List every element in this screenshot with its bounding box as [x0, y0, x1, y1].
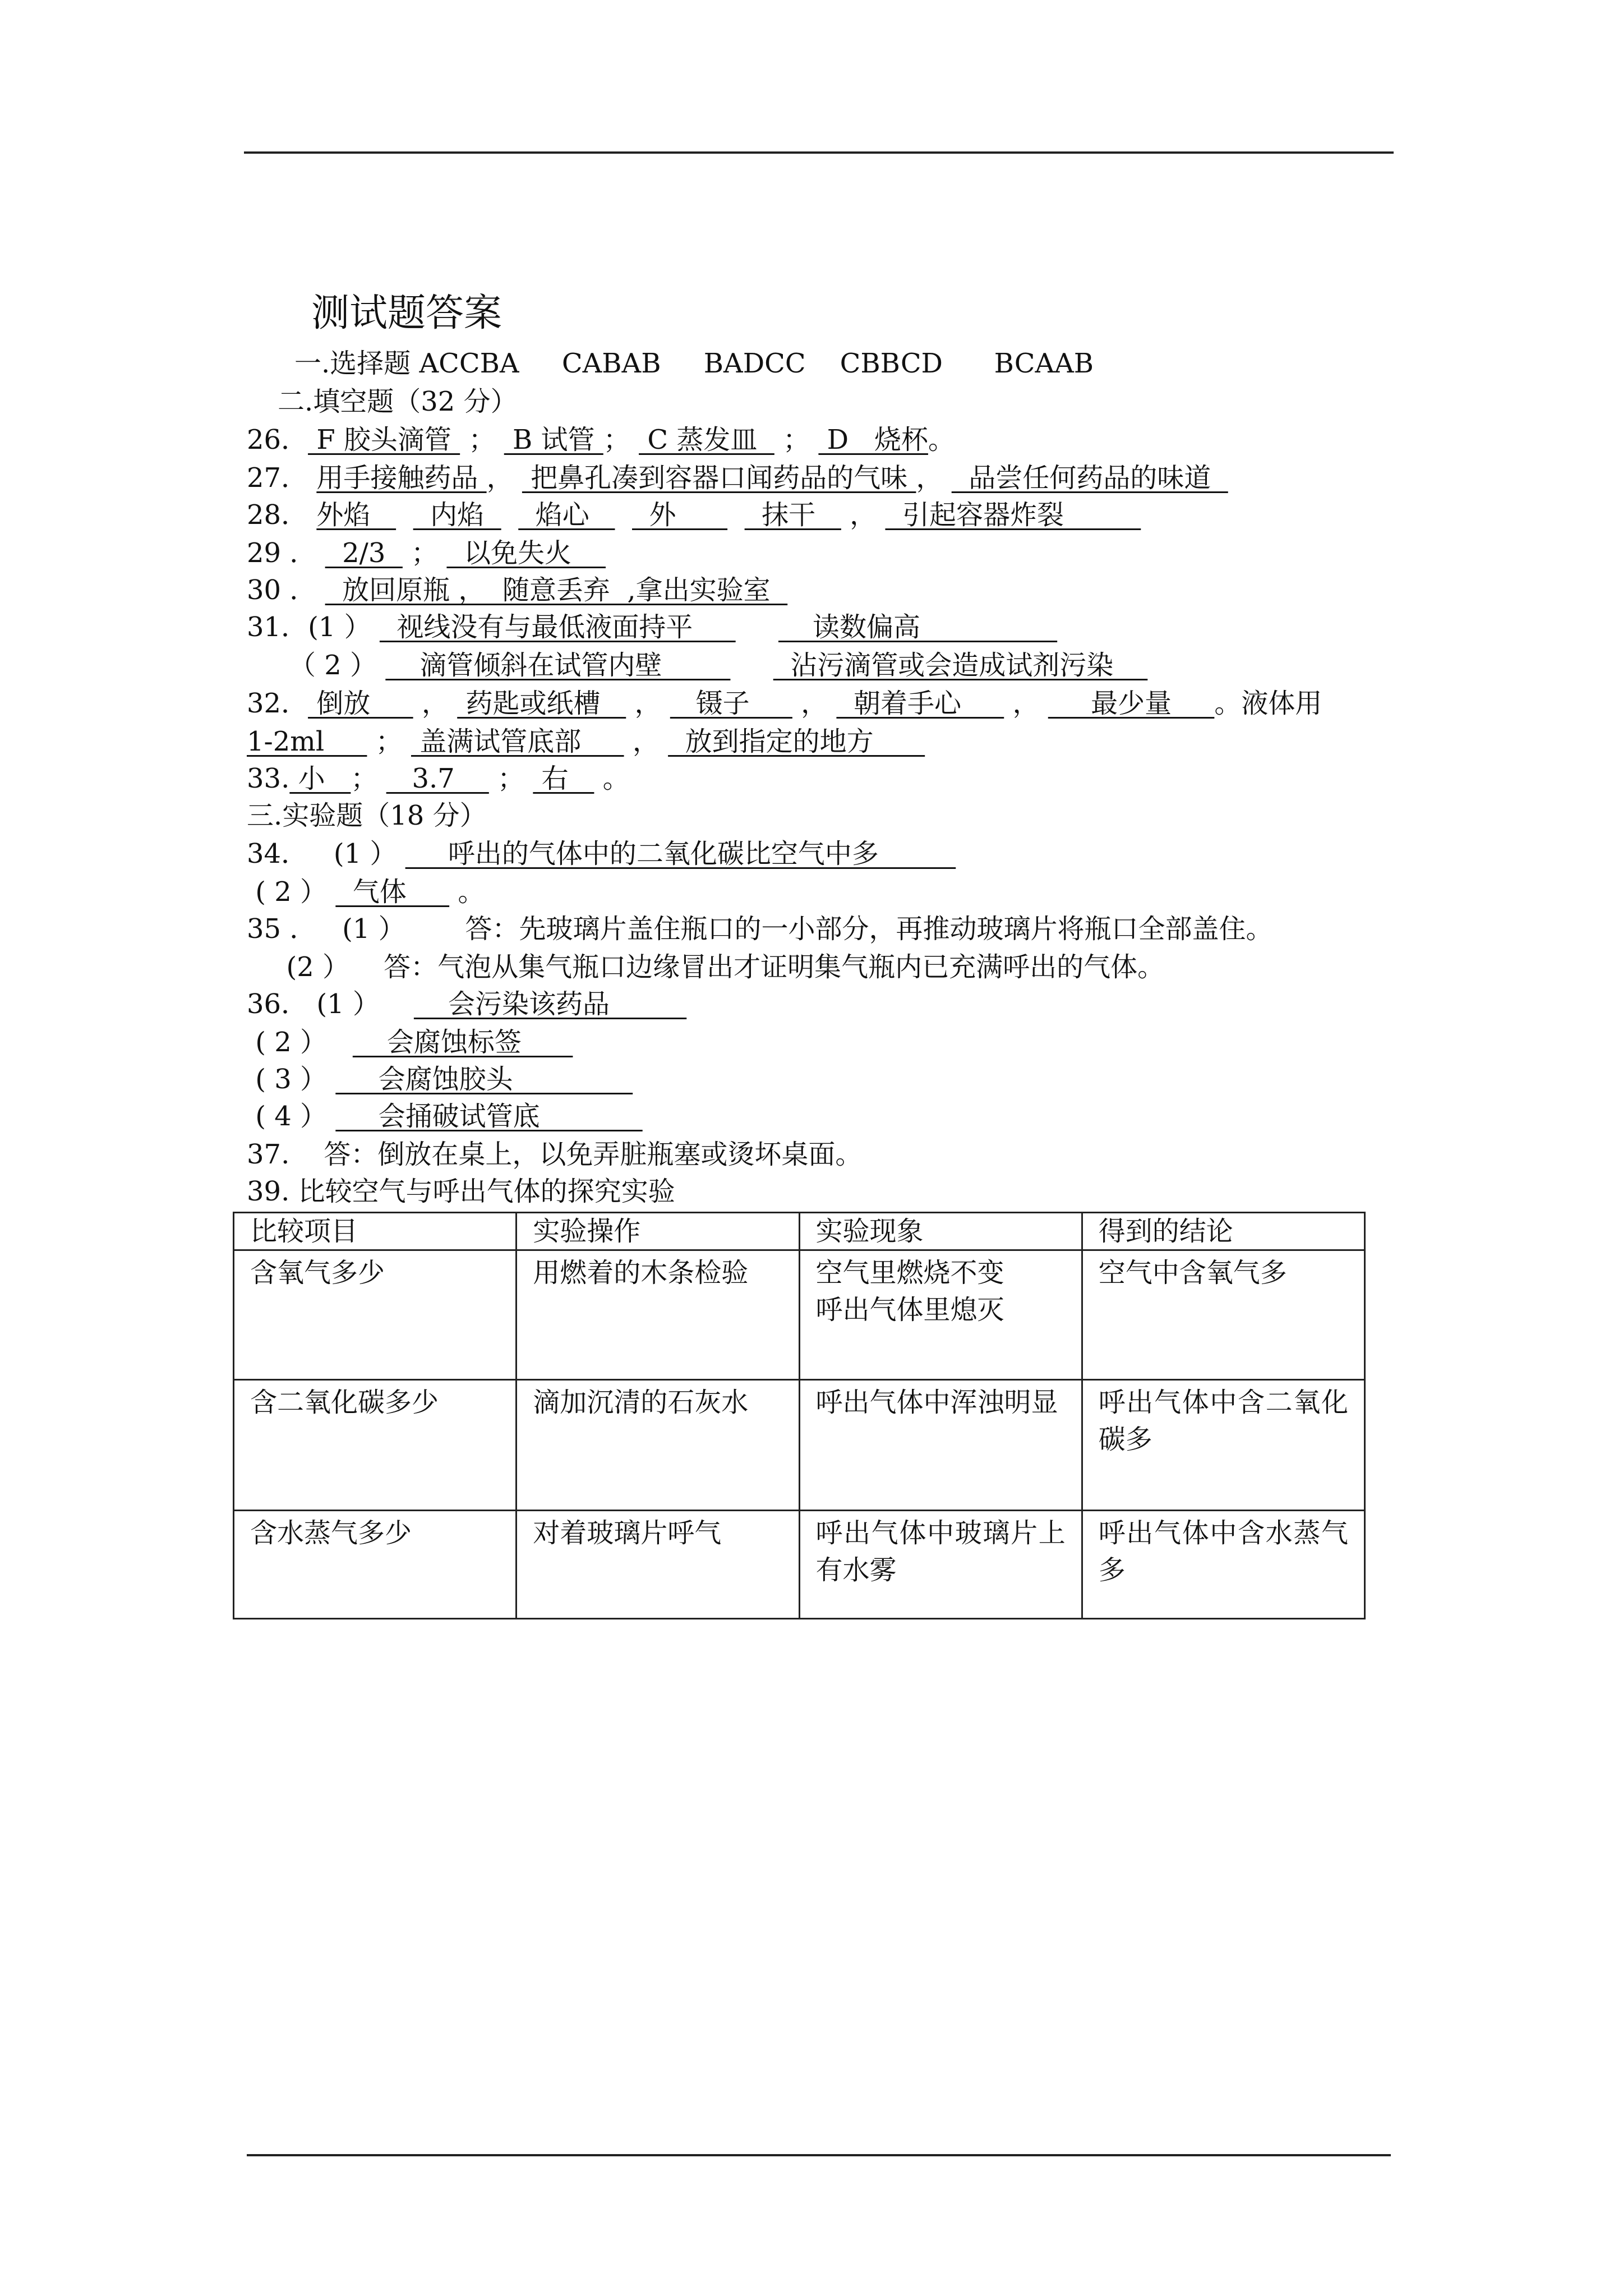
answer-30: [247, 574, 787, 606]
answer-27: [247, 462, 1228, 494]
answer-34-2: [247, 876, 485, 908]
comparison-table: [233, 1212, 1366, 1619]
table-row: [234, 1380, 1365, 1511]
answer-26: [247, 424, 955, 455]
table-header-row: [234, 1213, 1365, 1250]
blank: 1-2ml: [247, 726, 367, 757]
blank: 品尝任何药品的味道: [951, 462, 1228, 494]
section-choice-answers: 一.选择题 ACCBA CABAB BADCC CBBCD BCAAB: [294, 348, 1094, 379]
question-number: 32．: [247, 688, 308, 719]
blank: 2/3: [325, 537, 403, 569]
question-number: 27．: [247, 462, 317, 494]
blank: B 试管: [504, 424, 603, 455]
answer-31-2: [289, 650, 1147, 681]
blank: 右: [533, 763, 594, 794]
answer-37: 37. 答：倒放在桌上，以免弄脏瓶塞或烫坏桌面。: [247, 1139, 863, 1170]
phenomenon-line: 空气里燃烧不变: [815, 1257, 1004, 1289]
blank: 引起容器炸裂: [885, 499, 1141, 531]
separator: ；: [411, 537, 439, 569]
blank: 以免失火: [446, 537, 606, 569]
table-cell: 呼出气体中浑浊明显: [799, 1380, 1082, 1511]
blank: 外: [632, 499, 728, 531]
table-cell: 用燃着的木条检验: [517, 1250, 799, 1380]
blank: 视线没有与最低液面持平: [379, 611, 736, 643]
separator: ，: [486, 462, 514, 494]
blank: 盖满试管底部: [411, 726, 624, 757]
blank: 镊子: [670, 688, 792, 719]
blank: 小: [289, 763, 351, 794]
question-number: 30 ．: [247, 574, 325, 606]
answer-36-1: [247, 988, 686, 1020]
answer-32: [247, 688, 1322, 719]
separator: ，: [801, 688, 828, 719]
table-cell: 含氧气多少: [234, 1250, 517, 1380]
question-number: ( 2 ）: [247, 876, 336, 908]
answer-31-1: [247, 611, 1057, 643]
answer-36-3: [247, 1064, 633, 1095]
question-number: 31．(1 ）: [247, 611, 380, 643]
blank: 会腐蚀标签: [352, 1027, 573, 1058]
gap: [727, 499, 745, 531]
blank: F 胶头滴管: [308, 424, 460, 455]
header-cell: 实验操作: [517, 1213, 799, 1250]
blank: 会腐蚀胶头: [335, 1064, 633, 1095]
gap: [615, 499, 633, 531]
separator: ，: [634, 688, 662, 719]
blank: 读数偏高: [778, 611, 1058, 643]
question-number: ( 3 ）: [247, 1064, 336, 1095]
blank: 呼出的气体中的二氧化碳比空气中多: [405, 838, 956, 869]
table-row: [234, 1511, 1365, 1619]
answer-36-2: [247, 1027, 573, 1058]
answer-28: [247, 499, 1141, 531]
blank: C 蒸发皿: [639, 424, 774, 455]
header-cell: 实验现象: [799, 1213, 1082, 1250]
gap: [396, 499, 413, 531]
question-number: （ 2 ）: [289, 650, 377, 681]
table-cell: 含二氧化碳多少: [234, 1380, 517, 1511]
separator: ，: [421, 688, 449, 719]
blank: 3.7: [386, 763, 489, 794]
phenomenon-line: 呼出气体里熄灭: [815, 1294, 1004, 1326]
blank: 最少量: [1048, 688, 1215, 719]
gap: [730, 650, 773, 681]
question-number: 28．: [247, 499, 317, 531]
separator: ，: [1012, 688, 1040, 719]
blank: 抹干: [744, 499, 841, 531]
separator: 。液体用: [1214, 688, 1322, 719]
question-number: ( 4 ）: [247, 1101, 336, 1132]
table-row: [234, 1250, 1365, 1380]
separator: ；: [603, 424, 630, 455]
answer-35-2: (2 ） 答：气泡从集气瓶口边缘冒出才证明集气瓶内已充满呼出的气体。: [269, 951, 1165, 983]
table-cell: [799, 1250, 1082, 1380]
footer-rule: [247, 2154, 1391, 2156]
blank: 会污染该药品: [413, 988, 687, 1020]
section-fill-heading: 二.填空题（32 分）: [278, 386, 518, 417]
blank: 药匙或纸槽: [457, 688, 626, 719]
page-title: 测试题答案: [311, 291, 502, 335]
gap: [736, 611, 778, 643]
table-cell: 滴加沉清的石灰水: [517, 1380, 799, 1511]
blank: D 烧杯: [818, 424, 928, 455]
blank: 用手接触药品: [316, 462, 487, 494]
separator: ；: [468, 424, 496, 455]
blank: 滴管倾斜在试管内壁: [385, 650, 731, 681]
answer-36-4: [247, 1101, 643, 1132]
answer-33: [247, 763, 630, 794]
question-number: 33.: [247, 763, 290, 794]
table-cell: 呼出气体中含水蒸气多: [1082, 1511, 1364, 1619]
question-39-title: 39. 比较空气与呼出气体的探究实验: [247, 1176, 675, 1207]
table-cell: 呼出气体中玻璃片上有水雾: [799, 1511, 1082, 1619]
blank: 焰心: [518, 499, 615, 531]
answer-32-cont: [247, 726, 925, 757]
blank: 内焰: [413, 499, 501, 531]
question-number: 36． (1 ）: [247, 988, 414, 1020]
blank: 外焰: [316, 499, 396, 531]
separator: ；: [375, 726, 403, 757]
question-number: 34． (1 ）: [247, 838, 405, 869]
table-cell: 空气中含氧气多: [1082, 1250, 1364, 1380]
section-experiment-heading: 三.实验题（18 分）: [247, 800, 487, 831]
separator: ；: [497, 763, 525, 794]
separator: 。: [602, 763, 630, 794]
table-cell: 呼出气体中含二氧化碳多: [1082, 1380, 1364, 1511]
question-number: 26．: [247, 424, 308, 455]
header-rule: [244, 151, 1394, 154]
separator: ；: [351, 763, 378, 794]
blank: 朝着手心: [836, 688, 1004, 719]
table-cell: 对着玻璃片呼气: [517, 1511, 799, 1619]
answer-35-1: 35 ． (1 ） 答：先玻璃片盖住瓶口的一小部分，再推动玻璃片将瓶口全部盖住。: [247, 913, 1273, 945]
blank: 会捅破试管底: [335, 1101, 643, 1132]
header-cell: 比较项目: [234, 1213, 517, 1250]
separator: 。: [928, 424, 955, 455]
blank: 把鼻孔凑到容器口闻药品的气味: [522, 462, 916, 494]
separator: ；: [783, 424, 810, 455]
blank: 放到指定的地方: [668, 726, 925, 757]
separator: ，: [632, 726, 660, 757]
blank: 倒放: [308, 688, 413, 719]
answer-34-1: [247, 838, 956, 869]
answer-29: [247, 537, 606, 569]
table-cell: 含水蒸气多少: [234, 1511, 517, 1619]
separator: 。: [458, 876, 485, 908]
question-number: 29 ．: [247, 537, 325, 569]
blank: 放回原瓶 ， 随意丢弃 ,拿出实验室: [325, 574, 788, 606]
gap: [501, 499, 519, 531]
header-cell: 得到的结论: [1082, 1213, 1364, 1250]
separator: ，: [916, 462, 943, 494]
blank: 气体: [335, 876, 450, 908]
blank: 沾污滴管或会造成试剂污染: [773, 650, 1148, 681]
separator: ，: [850, 499, 877, 531]
question-number: ( 2 ）: [247, 1027, 353, 1058]
